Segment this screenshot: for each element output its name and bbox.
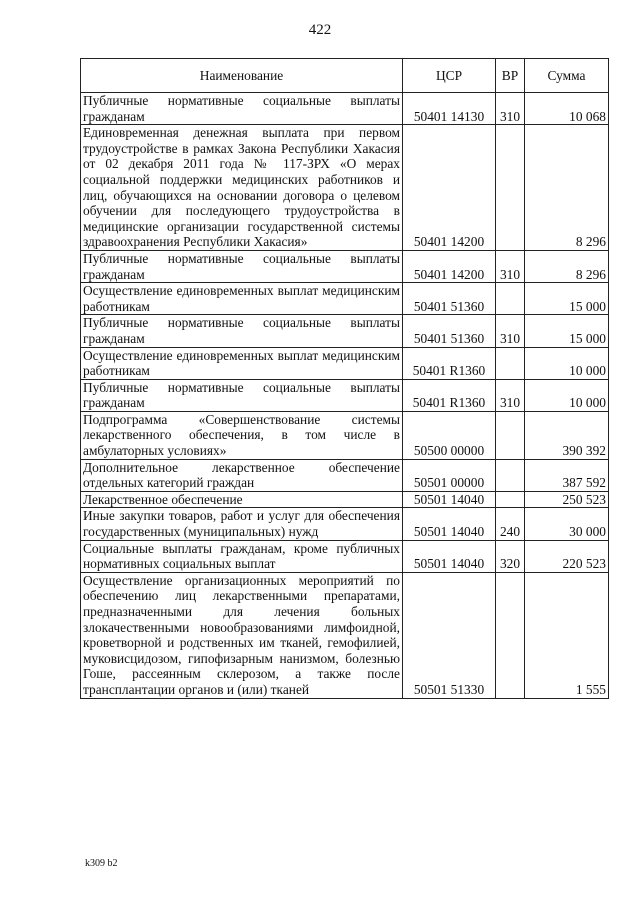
row-vr [496,283,525,315]
row-sum: 15 000 [525,315,609,347]
row-vr [496,572,525,698]
row-name: Лекарственное обеспечение [81,491,403,508]
table-row [81,315,609,347]
row-sum: 10 068 [525,93,609,125]
row-name: Социальные выплаты гражданам, кроме публичных нормативных социальных выплат [81,540,403,572]
row-sum: 30 000 [525,508,609,540]
row-csr: 50401 14200 [403,125,496,251]
table-row [81,540,609,572]
row-vr: 310 [496,315,525,347]
row-name: Осуществление единовременных выплат медицинским работникам [81,347,403,379]
page-number: 422 [308,22,332,38]
row-vr [496,125,525,251]
row-csr: 50401 51360 [403,315,496,347]
row-sum: 390 392 [525,411,609,459]
row-csr: 50501 51330 [403,572,496,698]
row-csr: 50500 00000 [403,411,496,459]
table-row [81,347,609,379]
header-vr: ВР [496,59,525,93]
table-row [81,125,609,251]
row-sum: 8 296 [525,250,609,282]
row-csr: 50501 14040 [403,540,496,572]
row-name: Иные закупки товаров, работ и услуг для обеспечения государственных (муниципальных) нужд [81,508,403,540]
row-name: Подпрограмма «Совершенствование системы лекарственного обеспечения, в том числе в амбулаторных условиях» [81,411,403,459]
row-vr [496,347,525,379]
row-name: Единовременная денежная выплата при первом трудоустройстве в рамках Закона Республики Хакасия от 02 декабря 2011 года № 117-ЗРХ «О мерах социальной поддержки медицинских работников и лиц, обучающихся на основании договора о целевом обучении для последующего трудоустройства в медицинские организации государственной системы здравоохранения Республики Хакасия» [81,125,403,251]
row-vr [496,411,525,459]
row-csr: 50401 51360 [403,283,496,315]
row-name: Публичные нормативные социальные выплаты гражданам [81,250,403,282]
row-vr [496,491,525,508]
row-sum: 8 296 [525,125,609,251]
footer-code: k309 b2 [85,858,118,869]
table-row [81,93,609,125]
row-csr: 50501 14040 [403,491,496,508]
table-row [81,411,609,459]
row-csr: 50501 14040 [403,508,496,540]
row-csr: 50401 R1360 [403,347,496,379]
row-vr: 240 [496,508,525,540]
header-name: Наименование [81,59,403,93]
row-sum: 220 523 [525,540,609,572]
row-csr: 50401 14200 [403,250,496,282]
row-sum: 250 523 [525,491,609,508]
row-name: Публичные нормативные социальные выплаты гражданам [81,379,403,411]
row-vr: 320 [496,540,525,572]
header-sum: Сумма [525,59,609,93]
row-name: Осуществление единовременных выплат медицинским работникам [81,283,403,315]
row-vr: 310 [496,93,525,125]
row-vr: 310 [496,379,525,411]
budget-table [80,58,609,699]
row-name: Дополнительное лекарственное обеспечение отдельных категорий граждан [81,459,403,491]
table-row [81,283,609,315]
row-sum: 10 000 [525,347,609,379]
row-name: Публичные нормативные социальные выплаты гражданам [81,93,403,125]
row-csr: 50401 R1360 [403,379,496,411]
table-row [81,572,609,698]
row-csr: 50501 00000 [403,459,496,491]
row-csr: 50401 14130 [403,93,496,125]
table-row [81,508,609,540]
table-row [81,379,609,411]
table-header-row [81,59,609,93]
header-csr: ЦСР [403,59,496,93]
row-name: Осуществление организационных мероприятий по обеспечению лиц лекарственными препаратами, предназначенными для лечения больных злокачественными новообразованиями лимфоидной, кроветворной и родственных им тканей, гемофилией, муковисцидозом, гипофизарным нанизмом, болезнью Гоше, рассеянным склерозом, а также после трансплантации органов и (или) тканей [81,572,403,698]
row-sum: 387 592 [525,459,609,491]
row-sum: 1 555 [525,572,609,698]
table-row [81,250,609,282]
table-row [81,459,609,491]
row-sum: 10 000 [525,379,609,411]
row-vr [496,459,525,491]
row-vr: 310 [496,250,525,282]
table-row [81,491,609,508]
row-sum: 15 000 [525,283,609,315]
row-name: Публичные нормативные социальные выплаты гражданам [81,315,403,347]
